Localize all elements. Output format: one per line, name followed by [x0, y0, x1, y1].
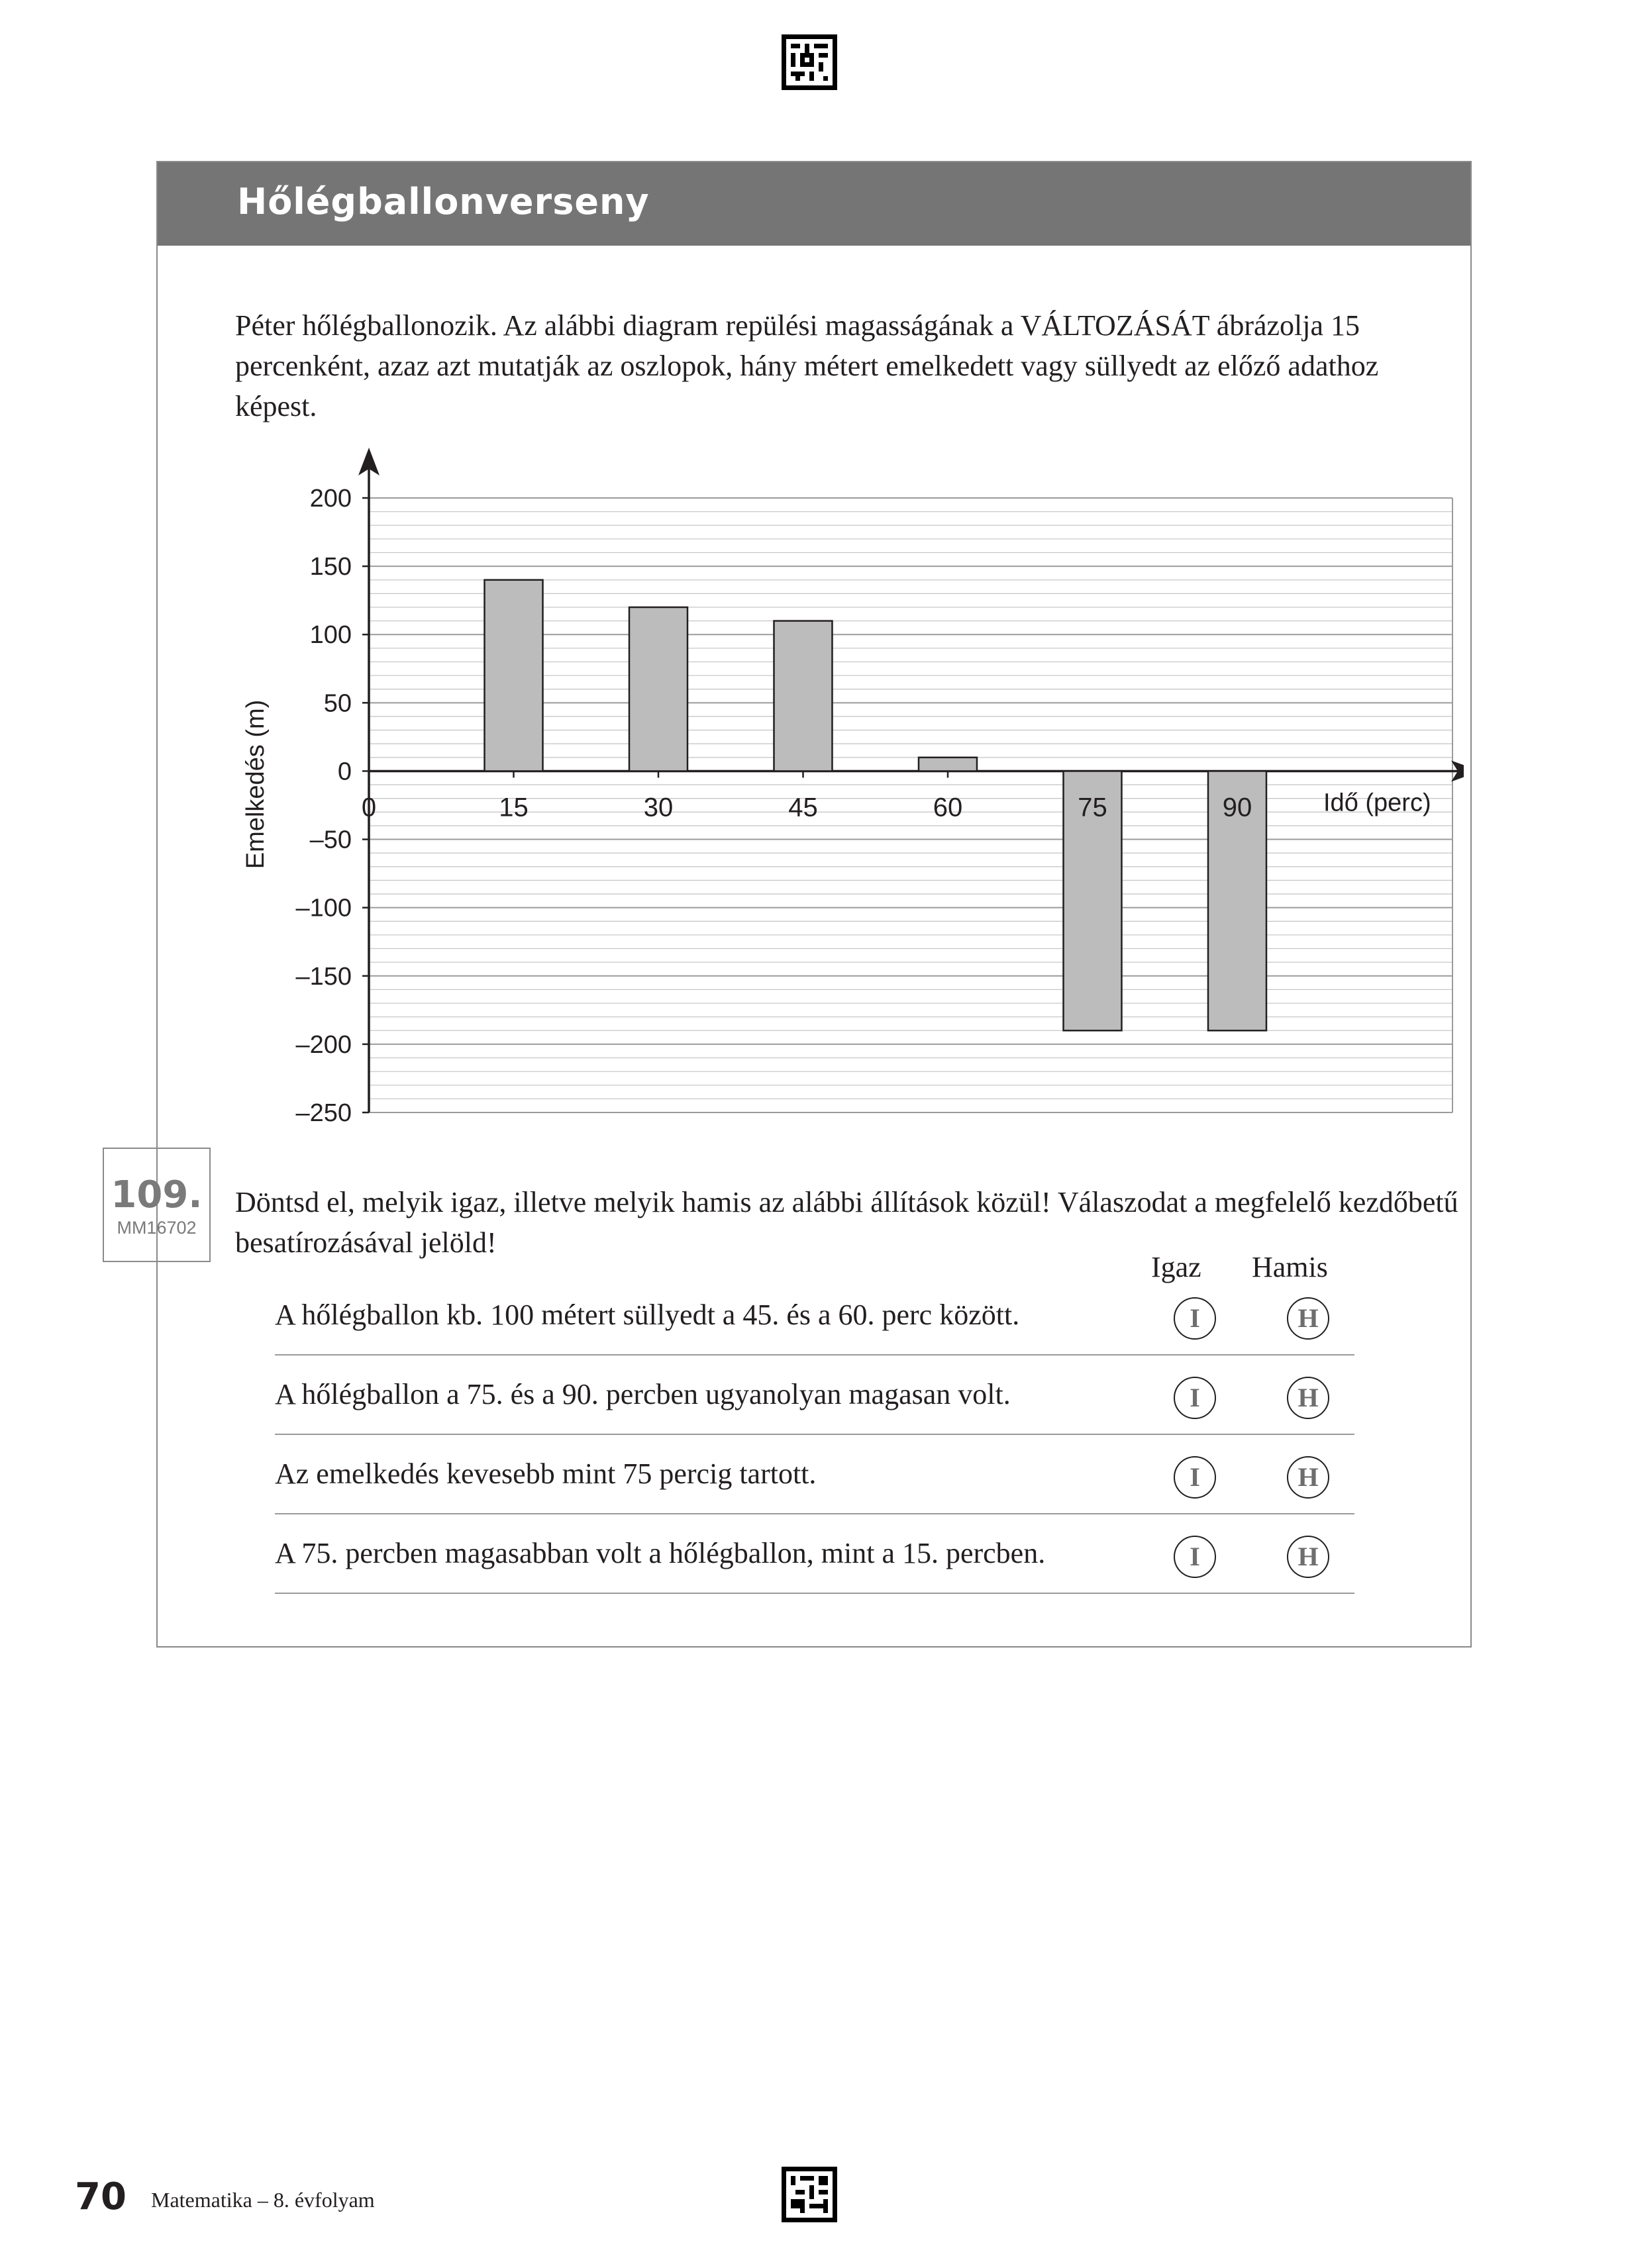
x-tick-label: 30 — [643, 793, 674, 822]
column-header-true: Igaz — [1151, 1251, 1201, 1283]
y-tick-label: 100 — [309, 621, 352, 650]
statement-text: A hőlégballon kb. 100 métert süllyedt a 45. és a 60. perc között. — [275, 1299, 1020, 1331]
bar-chart — [219, 437, 1464, 1132]
answer-false-bubble[interactable]: H — [1287, 1297, 1329, 1340]
y-tick-label: –100 — [295, 894, 352, 922]
answer-true-bubble[interactable]: I — [1174, 1377, 1216, 1419]
x-tick-label: 90 — [1222, 793, 1252, 822]
chart-bars — [485, 580, 1267, 1031]
y-tick-label: –50 — [309, 826, 352, 854]
statement-text: A 75. percben magasabban volt a hőlégballon, mint a 15. percben. — [275, 1537, 1046, 1569]
column-header-false: Hamis — [1252, 1251, 1328, 1283]
answer-true-bubble[interactable]: I — [1174, 1456, 1216, 1499]
question-code: MM16702 — [117, 1218, 197, 1238]
y-tick-label: 50 — [323, 689, 352, 718]
statement-text: A hőlégballon a 75. és a 90. percben ugyanolyan magasan volt. — [275, 1378, 1011, 1410]
question-instruction: Döntsd el, melyik igaz, illetve melyik hamis az alábbi állítások közül! Válaszodat a megfelelő kezdőbetű besatírozásával jelöld! — [235, 1186, 1458, 1259]
intro-text: Péter hőlégballonozik. Az alábbi diagram repülési magasságának a VÁLTOZÁSÁT ábrázolja 15 percenként, azaz azt mutatják az oszlopok, hány métert emelkedett vagy süllyedt az előző adathoz képest. — [235, 309, 1379, 422]
x-axis-label: Idő (perc) — [1323, 789, 1431, 817]
statement-row-4 — [275, 1513, 1354, 1594]
footer-subject: Matematika – 8. évfolyam — [151, 2188, 375, 2212]
statement-row-3 — [275, 1434, 1354, 1514]
statement-row-1 — [275, 1275, 1354, 1356]
answer-false-bubble[interactable]: H — [1287, 1377, 1329, 1419]
y-axis-label: Emelkedés (m) — [242, 699, 270, 869]
statement-row-2 — [275, 1354, 1354, 1435]
y-tick-label: 200 — [309, 485, 352, 513]
x-tick-label: 60 — [933, 793, 963, 822]
x-tick-label: 15 — [499, 793, 529, 822]
question-number-box — [103, 1148, 211, 1262]
chart-axes — [358, 448, 1464, 1112]
x-tick-label: 45 — [788, 793, 818, 822]
bar-15 — [485, 580, 543, 771]
answer-true-bubble[interactable]: I — [1174, 1297, 1216, 1340]
y-tick-label: 0 — [337, 758, 352, 786]
qr-code-bottom — [782, 2167, 837, 2222]
answer-false-bubble[interactable]: H — [1287, 1536, 1329, 1578]
y-tick-label: –150 — [295, 962, 352, 991]
bar-45 — [774, 621, 833, 771]
bar-60 — [919, 758, 977, 771]
title-bar — [158, 162, 1470, 246]
qr-code-top — [782, 34, 837, 90]
y-tick-label: 150 — [309, 553, 352, 581]
page-number: 70 — [75, 2175, 127, 2218]
question-number: 109. — [111, 1173, 203, 1216]
task-title: Hőlégballonverseny — [237, 181, 650, 222]
answer-false-bubble[interactable]: H — [1287, 1456, 1329, 1499]
x-tick-label: 75 — [1078, 793, 1107, 822]
y-tick-label: –200 — [295, 1030, 352, 1059]
bar-30 — [629, 607, 687, 771]
x-tick-label: 0 — [361, 793, 377, 822]
statement-text: Az emelkedés kevesebb mint 75 percig tartott. — [275, 1457, 817, 1490]
y-tick-label: –250 — [295, 1099, 352, 1127]
answer-true-bubble[interactable]: I — [1174, 1536, 1216, 1578]
